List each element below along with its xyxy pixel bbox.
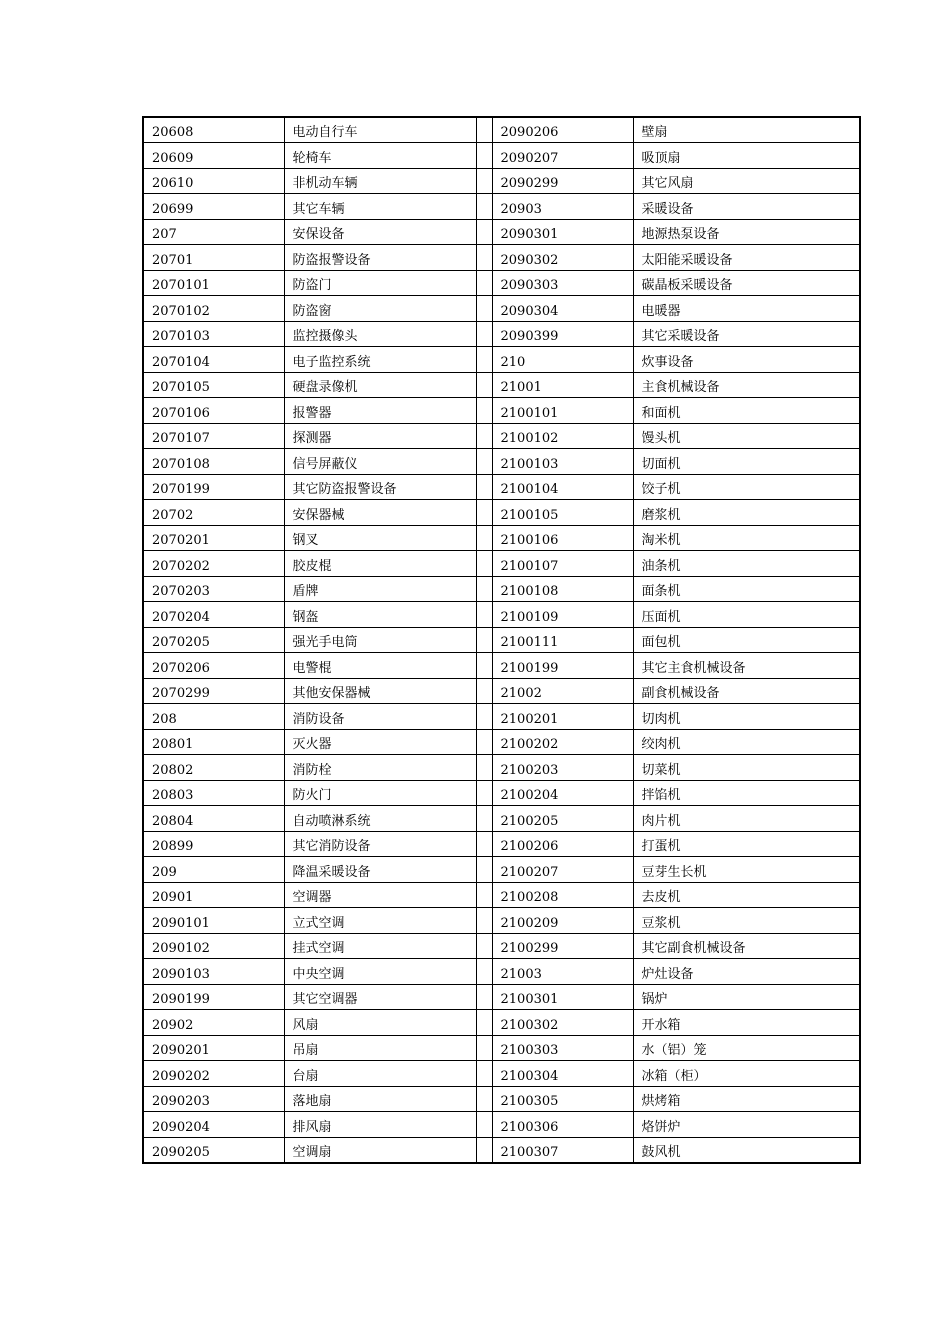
right-name-cell: 去皮机 [633, 882, 860, 908]
left-name-cell: 胶皮棍 [284, 551, 476, 577]
right-code-cell: 2100205 [492, 806, 633, 832]
right-name-cell: 切面机 [633, 449, 860, 475]
right-name-cell: 切肉机 [633, 704, 860, 730]
column-gap-cell [476, 347, 492, 373]
left-code-cell: 2090101 [143, 908, 284, 934]
right-code-cell: 2090207 [492, 143, 633, 169]
right-code-cell: 2100303 [492, 1035, 633, 1061]
table-row [143, 704, 860, 730]
left-code-cell: 2070205 [143, 627, 284, 653]
left-code-cell: 20699 [143, 194, 284, 220]
table-row [143, 219, 860, 245]
right-code-cell: 2090206 [492, 117, 633, 143]
column-gap-cell [476, 551, 492, 577]
left-code-cell: 2070203 [143, 576, 284, 602]
right-code-cell: 2090302 [492, 245, 633, 271]
right-name-cell: 其它采暖设备 [633, 321, 860, 347]
column-gap-cell [476, 653, 492, 679]
left-name-cell: 挂式空调 [284, 933, 476, 959]
column-gap-cell [476, 423, 492, 449]
column-gap-cell [476, 194, 492, 220]
right-code-cell: 21001 [492, 372, 633, 398]
left-code-cell: 20608 [143, 117, 284, 143]
right-name-cell: 烙饼炉 [633, 1112, 860, 1138]
column-gap-cell [476, 908, 492, 934]
column-gap-cell [476, 627, 492, 653]
right-name-cell: 太阳能采暖设备 [633, 245, 860, 271]
right-name-cell: 面条机 [633, 576, 860, 602]
right-code-cell: 2100105 [492, 500, 633, 526]
right-code-cell: 21002 [492, 678, 633, 704]
table-row [143, 1061, 860, 1087]
table-body [143, 117, 860, 1163]
left-code-cell: 2070107 [143, 423, 284, 449]
left-name-cell: 钢盔 [284, 602, 476, 628]
right-name-cell: 豆浆机 [633, 908, 860, 934]
column-gap-cell [476, 933, 492, 959]
left-code-cell: 20610 [143, 168, 284, 194]
right-code-cell: 2090299 [492, 168, 633, 194]
left-name-cell: 其他安保器械 [284, 678, 476, 704]
right-name-cell: 炊事设备 [633, 347, 860, 373]
left-name-cell: 消防栓 [284, 755, 476, 781]
column-gap-cell [476, 831, 492, 857]
left-name-cell: 立式空调 [284, 908, 476, 934]
column-gap-cell [476, 1010, 492, 1036]
table-row [143, 143, 860, 169]
right-code-cell: 2100104 [492, 474, 633, 500]
left-name-cell: 降温采暖设备 [284, 857, 476, 883]
left-code-cell: 2070206 [143, 653, 284, 679]
table-row [143, 755, 860, 781]
left-code-cell: 2090202 [143, 1061, 284, 1087]
table-row [143, 525, 860, 551]
left-code-cell: 2070106 [143, 398, 284, 424]
column-gap-cell [476, 449, 492, 475]
right-code-cell: 2100306 [492, 1112, 633, 1138]
left-code-cell: 20801 [143, 729, 284, 755]
column-gap-cell [476, 321, 492, 347]
table-row [143, 959, 860, 985]
left-code-cell: 20803 [143, 780, 284, 806]
table-row [143, 678, 860, 704]
right-name-cell: 馒头机 [633, 423, 860, 449]
right-code-cell: 2100299 [492, 933, 633, 959]
left-name-cell: 自动喷淋系统 [284, 806, 476, 832]
left-code-cell: 20609 [143, 143, 284, 169]
column-gap-cell [476, 525, 492, 551]
right-name-cell: 其它主食机械设备 [633, 653, 860, 679]
column-gap-cell [476, 1061, 492, 1087]
column-gap-cell [476, 1035, 492, 1061]
left-name-cell: 安保器械 [284, 500, 476, 526]
column-gap-cell [476, 704, 492, 730]
table-row [143, 117, 860, 143]
left-code-cell: 2070199 [143, 474, 284, 500]
left-name-cell: 防盗窗 [284, 296, 476, 322]
column-gap-cell [476, 959, 492, 985]
table-row [143, 908, 860, 934]
right-name-cell: 冰箱（柜） [633, 1061, 860, 1087]
table-row [143, 1137, 860, 1163]
column-gap-cell [476, 372, 492, 398]
right-name-cell: 肉片机 [633, 806, 860, 832]
right-code-cell: 2100107 [492, 551, 633, 577]
left-name-cell: 其它防盗报警设备 [284, 474, 476, 500]
left-code-cell: 2090103 [143, 959, 284, 985]
column-gap-cell [476, 500, 492, 526]
table-row [143, 984, 860, 1010]
column-gap-cell [476, 857, 492, 883]
left-code-cell: 20702 [143, 500, 284, 526]
left-code-cell: 208 [143, 704, 284, 730]
left-name-cell: 其它车辆 [284, 194, 476, 220]
right-name-cell: 绞肉机 [633, 729, 860, 755]
left-name-cell: 其它空调器 [284, 984, 476, 1010]
left-name-cell: 空调器 [284, 882, 476, 908]
left-code-cell: 2070103 [143, 321, 284, 347]
left-code-cell: 20902 [143, 1010, 284, 1036]
left-code-cell: 20901 [143, 882, 284, 908]
left-code-cell: 2090201 [143, 1035, 284, 1061]
right-code-cell: 21003 [492, 959, 633, 985]
table-row [143, 576, 860, 602]
right-name-cell: 炉灶设备 [633, 959, 860, 985]
right-name-cell: 壁扇 [633, 117, 860, 143]
left-name-cell: 盾牌 [284, 576, 476, 602]
right-name-cell: 主食机械设备 [633, 372, 860, 398]
right-code-cell: 2100204 [492, 780, 633, 806]
table-row [143, 857, 860, 883]
left-name-cell: 吊扇 [284, 1035, 476, 1061]
column-gap-cell [476, 117, 492, 143]
right-name-cell: 面包机 [633, 627, 860, 653]
right-code-cell: 2100101 [492, 398, 633, 424]
left-name-cell: 排风扇 [284, 1112, 476, 1138]
equipment-code-table [142, 116, 861, 1164]
table-row [143, 1010, 860, 1036]
right-name-cell: 采暖设备 [633, 194, 860, 220]
column-gap-cell [476, 245, 492, 271]
table-row [143, 729, 860, 755]
left-name-cell: 安保设备 [284, 219, 476, 245]
right-code-cell: 2100301 [492, 984, 633, 1010]
left-name-cell: 报警器 [284, 398, 476, 424]
left-name-cell: 探测器 [284, 423, 476, 449]
table-row [143, 296, 860, 322]
right-code-cell: 2100102 [492, 423, 633, 449]
table-row [143, 245, 860, 271]
left-code-cell: 2070105 [143, 372, 284, 398]
right-name-cell: 地源热泵设备 [633, 219, 860, 245]
table-row [143, 551, 860, 577]
right-code-cell: 2100208 [492, 882, 633, 908]
left-name-cell: 轮椅车 [284, 143, 476, 169]
column-gap-cell [476, 219, 492, 245]
right-name-cell: 切菜机 [633, 755, 860, 781]
table-row [143, 627, 860, 653]
left-name-cell: 电警棍 [284, 653, 476, 679]
right-name-cell: 饺子机 [633, 474, 860, 500]
left-code-cell: 2090204 [143, 1112, 284, 1138]
left-name-cell: 监控摄像头 [284, 321, 476, 347]
left-name-cell: 强光手电筒 [284, 627, 476, 653]
right-code-cell: 2100305 [492, 1086, 633, 1112]
column-gap-cell [476, 755, 492, 781]
left-code-cell: 2090203 [143, 1086, 284, 1112]
table-row [143, 168, 860, 194]
left-name-cell: 信号屏蔽仪 [284, 449, 476, 475]
left-code-cell: 20804 [143, 806, 284, 832]
column-gap-cell [476, 678, 492, 704]
column-gap-cell [476, 1112, 492, 1138]
right-code-cell: 210 [492, 347, 633, 373]
right-code-cell: 2090304 [492, 296, 633, 322]
right-name-cell: 豆芽生长机 [633, 857, 860, 883]
column-gap-cell [476, 729, 492, 755]
table-row [143, 933, 860, 959]
left-name-cell: 台扇 [284, 1061, 476, 1087]
table-row [143, 372, 860, 398]
right-code-cell: 2100103 [492, 449, 633, 475]
left-code-cell: 20899 [143, 831, 284, 857]
table-row [143, 1112, 860, 1138]
right-code-cell: 2100199 [492, 653, 633, 679]
right-code-cell: 2100106 [492, 525, 633, 551]
column-gap-cell [476, 1137, 492, 1163]
left-code-cell: 20802 [143, 755, 284, 781]
column-gap-cell [476, 398, 492, 424]
table-row [143, 1035, 860, 1061]
right-name-cell: 副食机械设备 [633, 678, 860, 704]
right-name-cell: 淘米机 [633, 525, 860, 551]
table-row [143, 398, 860, 424]
right-code-cell: 2100304 [492, 1061, 633, 1087]
right-name-cell: 油条机 [633, 551, 860, 577]
right-name-cell: 吸顶扇 [633, 143, 860, 169]
right-name-cell: 电暖器 [633, 296, 860, 322]
left-name-cell: 电子监控系统 [284, 347, 476, 373]
right-name-cell: 打蛋机 [633, 831, 860, 857]
left-code-cell: 2070104 [143, 347, 284, 373]
table-row [143, 1086, 860, 1112]
left-name-cell: 防火门 [284, 780, 476, 806]
right-code-cell: 2100108 [492, 576, 633, 602]
left-code-cell: 2090205 [143, 1137, 284, 1163]
table-row [143, 602, 860, 628]
left-code-cell: 20701 [143, 245, 284, 271]
right-name-cell: 开水箱 [633, 1010, 860, 1036]
left-code-cell: 2070102 [143, 296, 284, 322]
left-code-cell: 2090102 [143, 933, 284, 959]
left-name-cell: 非机动车辆 [284, 168, 476, 194]
right-code-cell: 2100302 [492, 1010, 633, 1036]
left-code-cell: 2070299 [143, 678, 284, 704]
right-code-cell: 2100209 [492, 908, 633, 934]
right-name-cell: 锅炉 [633, 984, 860, 1010]
right-code-cell: 20903 [492, 194, 633, 220]
table-row [143, 474, 860, 500]
right-code-cell: 2100307 [492, 1137, 633, 1163]
column-gap-cell [476, 806, 492, 832]
table-row [143, 653, 860, 679]
table-row [143, 780, 860, 806]
left-name-cell: 硬盘录像机 [284, 372, 476, 398]
left-name-cell: 防盗报警设备 [284, 245, 476, 271]
table-row [143, 500, 860, 526]
left-code-cell: 2070108 [143, 449, 284, 475]
left-name-cell: 落地扇 [284, 1086, 476, 1112]
left-name-cell: 空调扇 [284, 1137, 476, 1163]
table-row [143, 321, 860, 347]
right-code-cell: 2100201 [492, 704, 633, 730]
table-row [143, 449, 860, 475]
table-row [143, 270, 860, 296]
column-gap-cell [476, 602, 492, 628]
left-code-cell: 2090199 [143, 984, 284, 1010]
left-code-cell: 2070204 [143, 602, 284, 628]
right-code-cell: 2100207 [492, 857, 633, 883]
right-name-cell: 拌馅机 [633, 780, 860, 806]
right-code-cell: 2090301 [492, 219, 633, 245]
left-name-cell: 消防设备 [284, 704, 476, 730]
left-code-cell: 207 [143, 219, 284, 245]
right-name-cell: 其它风扇 [633, 168, 860, 194]
column-gap-cell [476, 168, 492, 194]
column-gap-cell [476, 270, 492, 296]
column-gap-cell [476, 882, 492, 908]
column-gap-cell [476, 143, 492, 169]
right-code-cell: 2100203 [492, 755, 633, 781]
right-name-cell: 压面机 [633, 602, 860, 628]
column-gap-cell [476, 984, 492, 1010]
right-name-cell: 烘烤箱 [633, 1086, 860, 1112]
column-gap-cell [476, 474, 492, 500]
table-row [143, 806, 860, 832]
table-row [143, 831, 860, 857]
column-gap-cell [476, 780, 492, 806]
right-code-cell: 2100206 [492, 831, 633, 857]
left-code-cell: 209 [143, 857, 284, 883]
left-name-cell: 风扇 [284, 1010, 476, 1036]
right-name-cell: 磨浆机 [633, 500, 860, 526]
table-row [143, 194, 860, 220]
right-name-cell: 其它副食机械设备 [633, 933, 860, 959]
table-row [143, 882, 860, 908]
left-name-cell: 防盗门 [284, 270, 476, 296]
left-code-cell: 2070101 [143, 270, 284, 296]
right-name-cell: 水（铝）笼 [633, 1035, 860, 1061]
column-gap-cell [476, 576, 492, 602]
right-code-cell: 2100109 [492, 602, 633, 628]
right-code-cell: 2090399 [492, 321, 633, 347]
left-code-cell: 2070202 [143, 551, 284, 577]
left-code-cell: 2070201 [143, 525, 284, 551]
column-gap-cell [476, 1086, 492, 1112]
left-name-cell: 电动自行车 [284, 117, 476, 143]
table-row [143, 423, 860, 449]
right-name-cell: 碳晶板采暖设备 [633, 270, 860, 296]
right-code-cell: 2090303 [492, 270, 633, 296]
left-name-cell: 钢叉 [284, 525, 476, 551]
right-code-cell: 2100111 [492, 627, 633, 653]
right-name-cell: 鼓风机 [633, 1137, 860, 1163]
table-row [143, 347, 860, 373]
right-name-cell: 和面机 [633, 398, 860, 424]
column-gap-cell [476, 296, 492, 322]
left-name-cell: 中央空调 [284, 959, 476, 985]
left-name-cell: 其它消防设备 [284, 831, 476, 857]
right-code-cell: 2100202 [492, 729, 633, 755]
left-name-cell: 灭火器 [284, 729, 476, 755]
